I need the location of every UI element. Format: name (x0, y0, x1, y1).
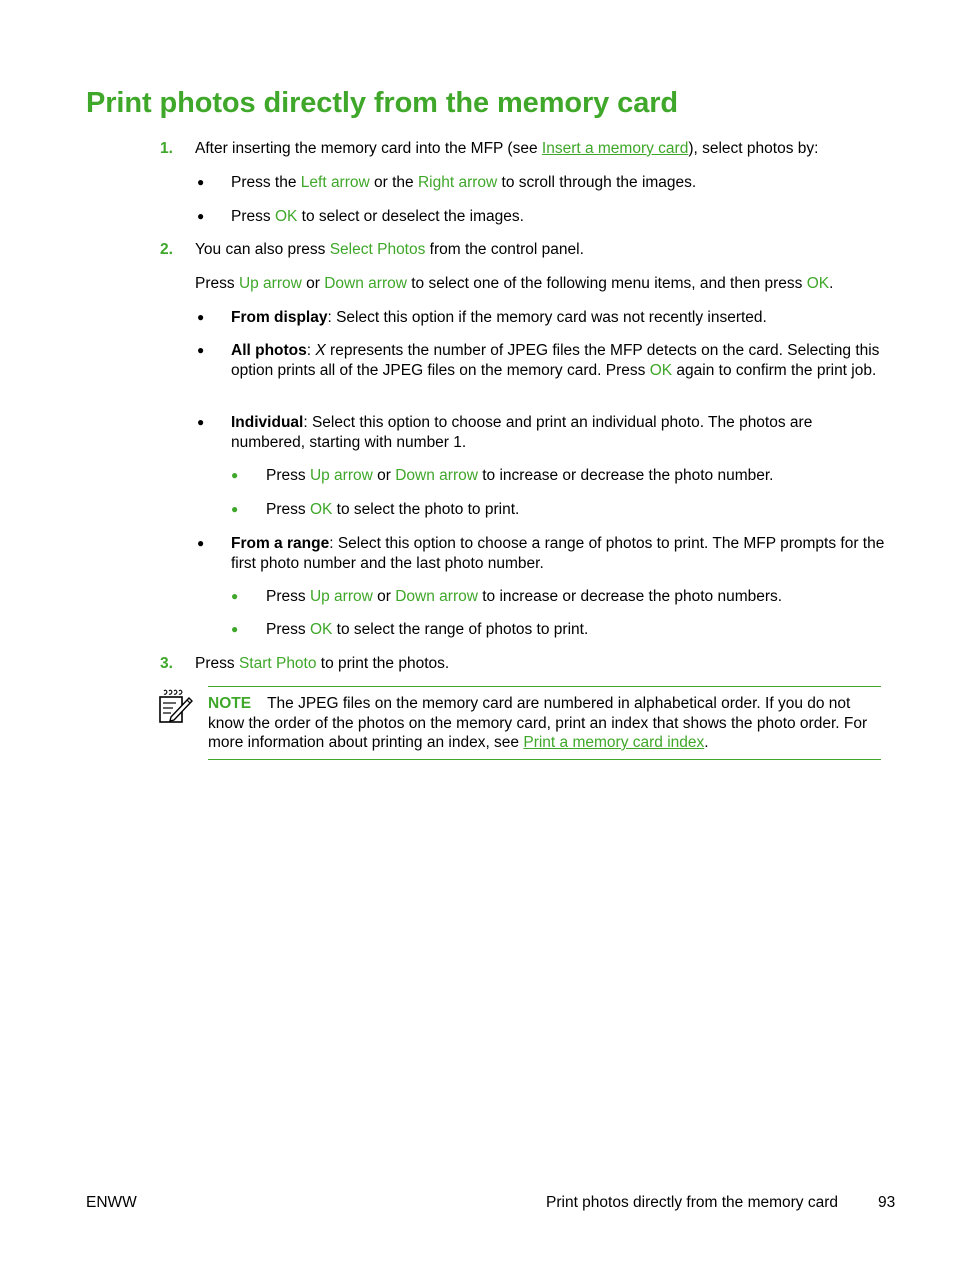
bullet: ● (197, 209, 205, 223)
sub-bullet: ● (231, 502, 239, 516)
footer-section-title: Print photos directly from the memory card (546, 1194, 839, 1211)
bullet: ● (197, 175, 205, 189)
bullet: ● (197, 343, 205, 357)
sub-list-item: Press Up arrow or Down arrow to increase or decrease the photo numbers. (266, 588, 783, 605)
list-item: Press the Left arrow or the Right arrow to scroll through the images. (231, 174, 697, 191)
step-number: 2. (160, 241, 173, 258)
sub-bullet: ● (231, 468, 239, 482)
step-text: After inserting the memory card into the MFP (see Insert a memory card), select photos by: (195, 140, 819, 157)
note-bottom-rule (208, 759, 881, 760)
list-item-from-display: From display: Select this option if the memory card was not recently inserted. (231, 309, 767, 326)
step-paragraph: Press Up arrow or Down arrow to select one of the following menu items, and then press OK. (195, 275, 834, 292)
note-label: NOTE (208, 695, 252, 712)
footer-left: ENWW (86, 1194, 137, 1211)
bullet: ● (197, 310, 205, 324)
sub-list-item: Press Up arrow or Down arrow to increase or decrease the photo number. (266, 467, 774, 484)
note-icon (158, 688, 194, 724)
step-number: 3. (160, 655, 173, 672)
sub-bullet: ● (231, 589, 239, 603)
note-text: NOTE The JPEG files on the memory card are numbered in alphabetical order. If you do not know the order of the photos on the memory card, print an index that shows the photo order. For more information about printing an index, see Print a memory card index. (208, 695, 868, 751)
sub-bullet: ● (231, 622, 239, 636)
note-top-rule (208, 686, 881, 687)
list-item-from-a-range: From a range: Select this option to choose a range of photos to print. The MFP prompts for the first photo number and the last photo number. (231, 535, 885, 572)
list-item: Press OK to select or deselect the images. (231, 208, 524, 225)
print-memory-card-index-link[interactable]: Print a memory card index (523, 734, 705, 751)
bullet: ● (197, 415, 205, 429)
list-item-individual: Individual: Select this option to choose and print an individual photo. The photos are numbered, starting with number 1. (231, 414, 813, 451)
step-text: Press Start Photo to print the photos. (195, 655, 450, 672)
list-item-all-photos: All photos: X represents the number of JPEG files the MFP detects on the card. Selecting this option prints all of the JPEG files on the memory card. Press OK again to confirm the print job. (231, 342, 880, 379)
bullet: ● (197, 536, 205, 550)
step-number: 1. (160, 140, 173, 157)
page-title: Print photos directly from the memory card (86, 87, 679, 119)
sub-list-item: Press OK to select the photo to print. (266, 501, 520, 518)
page-number: 93 (878, 1194, 896, 1211)
insert-memory-card-link[interactable]: Insert a memory card (541, 140, 689, 157)
sub-list-item: Press OK to select the range of photos to print. (266, 621, 589, 638)
step-text: You can also press Select Photos from the control panel. (195, 241, 584, 258)
